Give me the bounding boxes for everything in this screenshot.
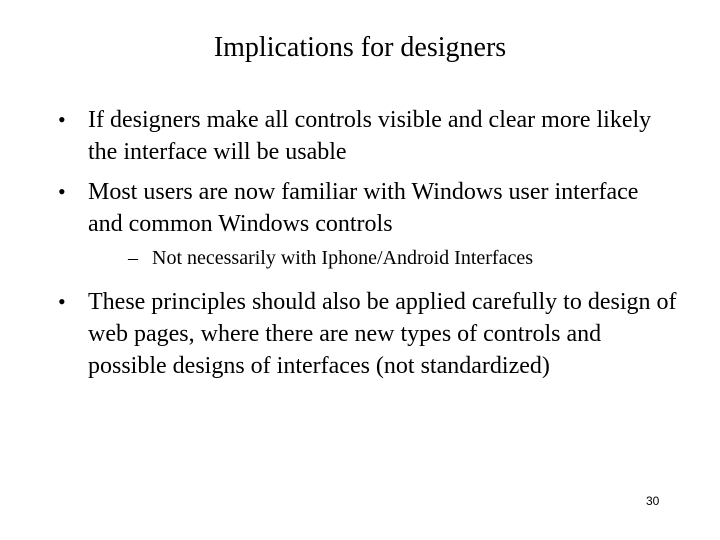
bullet-item (58, 286, 678, 382)
bullet-text: If designers make all controls visible and clear more likely the interface will be usable (88, 107, 652, 165)
bullet-item (58, 176, 678, 272)
sub-bullet-text: Not necessarily with Iphone/Android Interfaces (152, 247, 533, 269)
bullet-marker: • (58, 107, 66, 132)
bullet-marker: • (58, 289, 66, 314)
bullet-text: These principles should also be applied carefully to design of web pages, where there are new types of controls and possible designs of interfaces (not standardized) (88, 289, 677, 379)
page-number: 30 (646, 494, 660, 508)
bullet-text: Most users are now familiar with Windows user interface and common Windows controls (88, 179, 639, 237)
sub-bullet-item (128, 244, 678, 272)
bullet-list (58, 104, 678, 390)
bullet-item (58, 104, 678, 168)
sub-bullet-marker: – (128, 247, 138, 269)
slide-title: Implications for designers (213, 32, 507, 63)
bullet-marker: • (58, 179, 66, 204)
